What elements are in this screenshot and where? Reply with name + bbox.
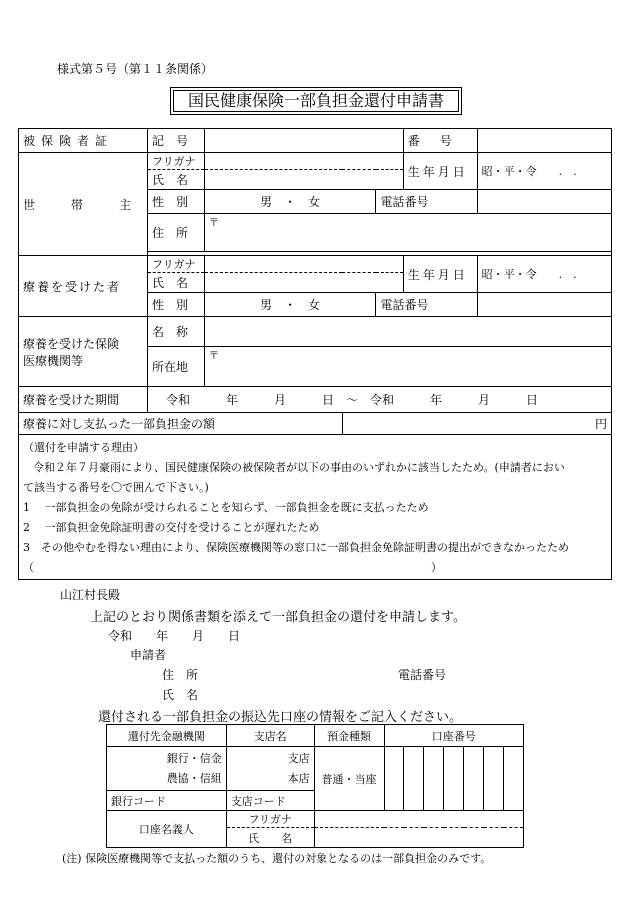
reasons-section: [19, 435, 612, 580]
period-label: 療養を受けた期間: [19, 387, 148, 413]
householder-name-field[interactable]: [204, 170, 403, 190]
facility-location-field[interactable]: 〒: [204, 347, 611, 387]
bank-intro: 還付される一部負担金の振込先口座の情報をご記入ください。: [98, 710, 463, 725]
patient-sex-label: 性 別: [148, 293, 205, 317]
account-holder-furigana-field[interactable]: [314, 811, 523, 828]
householder-phone-label: 電話番号: [376, 190, 477, 214]
footnote: (注) 保険医療機関等で支払った額のうち、還付の対象となるのは一部負担金のみです。: [62, 852, 492, 865]
bank-institution-field[interactable]: 銀行・信金 農協・信組: [107, 747, 227, 791]
applicant-label: 申請者: [130, 648, 167, 662]
facility-name-field[interactable]: [204, 317, 611, 347]
symbol-label: 記 号: [148, 129, 205, 153]
patient-name-label: 氏 名: [148, 273, 205, 293]
reason-item-2[interactable]: 2 一部負担金免除証明書の交付を受けることが遅れたため: [23, 521, 320, 534]
reasons-intro: 令和２年７月豪雨により、国民健康保険の被保険者が以下の事由のいずれかに該当したため。(申請者におい: [33, 461, 565, 474]
patient-phone-label: 電話番号: [376, 293, 477, 317]
applicant-name-label: 氏 名: [162, 688, 199, 702]
bank-code-field[interactable]: 銀行コード: [107, 791, 227, 811]
reason-item-1[interactable]: 1 一部負担金の免除が受けられることを知らず、一部負担金を既に支払ったため: [23, 501, 429, 514]
account-digit-7[interactable]: [504, 747, 524, 811]
account-holder-furigana-label: フリガナ: [226, 811, 314, 828]
account-digit-5[interactable]: [464, 747, 484, 811]
facility-label: 療養を受けた保険 医療機関等: [19, 317, 148, 387]
account-digit-6[interactable]: [484, 747, 504, 811]
patient-furigana-label: フリガナ: [148, 256, 205, 273]
symbol-field[interactable]: [204, 129, 403, 153]
householder-label: 世 帯 主: [19, 153, 148, 256]
period-field[interactable]: 令和 年 月 日 ～ 令和 年 月 日: [148, 387, 612, 413]
account-holder-name-label: 氏 名: [226, 828, 314, 848]
householder-phone-field[interactable]: [477, 190, 611, 214]
form-number: 様式第５号（第１１条関係）: [57, 62, 214, 76]
bank-branch-field[interactable]: 支店 本店: [226, 747, 314, 791]
applicant-address-label: 住 所: [162, 668, 199, 682]
reason-item-3[interactable]: 3 その他やむを得ない理由により、保険医療機関等の窓口に一部負担金免除証明書の提出ができなかったため: [23, 541, 569, 554]
facility-location-label: 所在地: [148, 347, 205, 387]
householder-furigana-label: フリガナ: [148, 153, 205, 170]
reasons-heading: （還付を申請する理由）: [23, 441, 144, 454]
patient-label: 療養を受けた者: [19, 256, 148, 317]
householder-furigana-field[interactable]: [204, 153, 403, 170]
account-digit-4[interactable]: [444, 747, 464, 811]
account-digit-3[interactable]: [424, 747, 444, 811]
account-holder-label: 口座名義人: [107, 811, 227, 848]
reasons-intro-2: て該当する番号を〇で囲んで下さい。): [23, 481, 209, 494]
bank-header-account-number: 口座番号: [384, 725, 523, 747]
deposit-type-field[interactable]: 普通・当座: [314, 747, 384, 811]
bank-account-table: [106, 724, 524, 848]
form-title: 国民健康保険一部負担金還付申請書: [170, 87, 462, 115]
bank-header-institution: 還付先金融機関: [107, 725, 227, 747]
number-label: 番 号: [403, 129, 477, 153]
householder-address-label: 住 所: [148, 214, 205, 252]
householder-sex-label: 性 別: [148, 190, 205, 214]
number-field[interactable]: [477, 129, 611, 153]
patient-birth-field[interactable]: 昭・平・令 . .: [477, 256, 611, 293]
patient-sex-field[interactable]: 男 ・ 女: [204, 293, 376, 317]
amount-field[interactable]: 円: [342, 413, 611, 435]
account-holder-name-field[interactable]: [314, 828, 523, 848]
householder-address-field[interactable]: 〒: [204, 214, 611, 252]
insured-card-label: 被保険者証: [19, 129, 148, 153]
householder-birth-label: 生年月日: [403, 153, 477, 190]
patient-birth-label: 生年月日: [403, 256, 477, 293]
patient-name-field[interactable]: [204, 273, 403, 293]
addressee: 山江村長殿: [60, 588, 121, 602]
reason-other-field[interactable]: （ ）: [23, 561, 442, 574]
householder-birth-field[interactable]: 昭・平・令 . .: [477, 153, 611, 190]
application-date[interactable]: 令和 年 月 日: [108, 629, 241, 643]
patient-furigana-field[interactable]: [204, 256, 403, 273]
account-digit-1[interactable]: [384, 747, 404, 811]
request-text: 上記のとおり関係書類を添えて一部負担金の還付を申請します。: [90, 610, 466, 625]
householder-sex-field[interactable]: 男 ・ 女: [204, 190, 376, 214]
account-digit-2[interactable]: [404, 747, 424, 811]
facility-name-label: 名 称: [148, 317, 205, 347]
branch-code-field[interactable]: 支店コード: [226, 791, 314, 811]
bank-header-branch: 支店名: [226, 725, 314, 747]
bank-header-deposit-type: 預金種類: [314, 725, 384, 747]
applicant-phone-label: 電話番号: [398, 668, 447, 682]
amount-label: 療養に対し支払った一部負担金の額: [19, 413, 343, 435]
patient-phone-field[interactable]: [477, 293, 611, 317]
householder-name-label: 氏 名: [148, 170, 205, 190]
application-form-table: [18, 128, 612, 580]
